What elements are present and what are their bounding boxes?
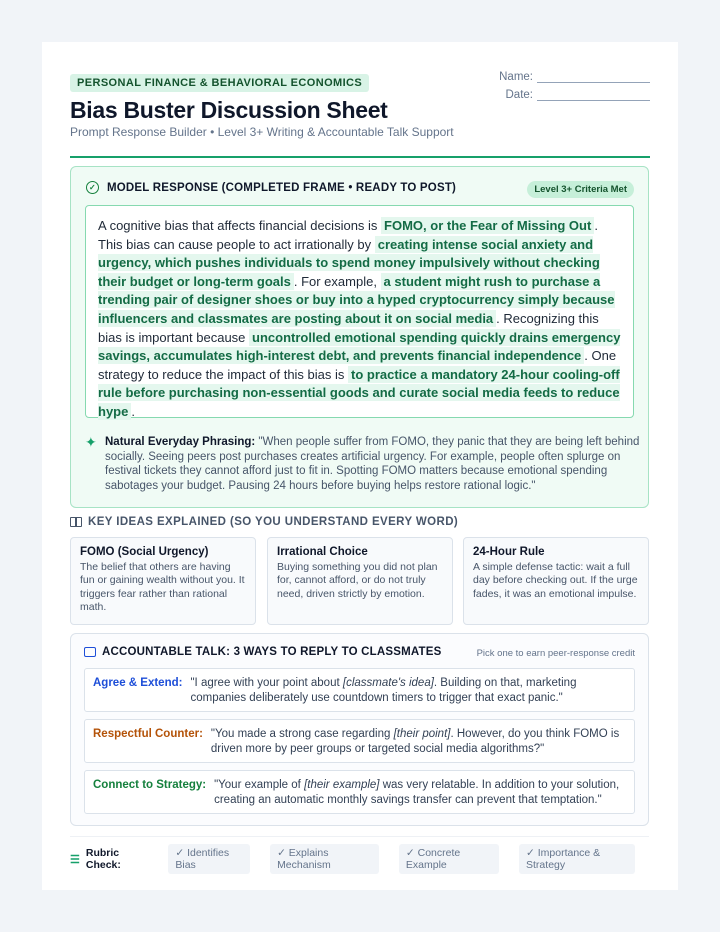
reply-label: Connect to Strategy: bbox=[93, 779, 207, 791]
accountable-talk-panel bbox=[70, 633, 649, 826]
check-circle-icon: ✓ bbox=[86, 181, 99, 194]
reply-text-end: . However, do you think FOMO is driven more by peer groups or targeted social media algorithms?" bbox=[210, 728, 620, 755]
rubric-chip: ✓ Explains Mechanism bbox=[270, 844, 379, 874]
frame-text: . For example, bbox=[293, 273, 381, 289]
reply-placeholder: [their example] bbox=[304, 779, 380, 791]
card-title: FOMO (Social Urgency) bbox=[80, 546, 209, 558]
model-response-text bbox=[85, 205, 634, 418]
subject-tag: PERSONAL FINANCE & BEHAVIORAL ECONOMICS bbox=[70, 74, 369, 92]
reply-text bbox=[211, 727, 626, 755]
rubric-chip: ✓ Identifies Bias bbox=[168, 844, 250, 874]
key-ideas-title: KEY IDEAS EXPLAINED (SO YOU UNDERSTAND EVERY WORD) bbox=[88, 516, 459, 528]
reply-text bbox=[190, 676, 626, 704]
natural-phrasing bbox=[85, 435, 640, 493]
frame-text: . This bias can cause people to act irrationally by bbox=[98, 218, 598, 252]
worksheet-page bbox=[42, 42, 678, 890]
frame-text: A cognitive bias that affects financial decisions is bbox=[98, 218, 382, 233]
chat-icon bbox=[84, 647, 96, 657]
reply-text-start: "You made a strong case regarding bbox=[210, 728, 394, 740]
model-response-panel bbox=[70, 166, 649, 508]
card-title: Irrational Choice bbox=[277, 546, 368, 558]
card-text: A simple defense tactic: wait a full day before checking out. If the urge fades, it was an emotional impulse. bbox=[473, 561, 638, 600]
card-text: The belief that others are having fun or gaining wealth without you. It triggers fear rather than rational math. bbox=[80, 561, 245, 614]
sparkle-icon: ✦ bbox=[85, 434, 97, 450]
highlighted-answer: to practice a mandatory 24-hour cooling-off rule before purchasing non-essential goods and curate social media feeds to reduce hype bbox=[98, 366, 620, 419]
highlighted-answer: uncontrolled emotional spending quickly drains emergency savings, accumulates high-interest debt, and prevents financial independence bbox=[98, 329, 621, 364]
reply-option-agree[interactable] bbox=[84, 668, 635, 712]
reply-label: Respectful Counter: bbox=[93, 728, 203, 740]
reply-label: Agree & Extend: bbox=[93, 677, 183, 689]
reply-text-start: "Your example of bbox=[214, 779, 305, 791]
date-label: Date: bbox=[505, 89, 533, 101]
highlighted-answer: a student might rush to purchase a trending pair of designer shoes or buy into a hyped cryptocurrency simply because influencers and classmates are posting about it on social media bbox=[98, 273, 615, 326]
frame-text: . Recognizing this bias is important because bbox=[98, 310, 599, 345]
date-field[interactable] bbox=[506, 89, 651, 101]
key-idea-card-24-hour bbox=[463, 537, 649, 625]
key-ideas-heading bbox=[70, 516, 458, 528]
card-title: 24-Hour Rule bbox=[473, 546, 545, 558]
date-line[interactable] bbox=[537, 91, 650, 101]
frame-text: . bbox=[131, 403, 135, 419]
name-label: Name: bbox=[499, 71, 533, 83]
reply-text bbox=[214, 778, 626, 806]
highlighted-answer: creating intense social anxiety and urgency, which pushes individuals to spend money impulsively without checking their budget or long-term goals bbox=[98, 236, 600, 289]
natural-phrasing-text: "When people suffer from FOMO, they panic that they are being left behind socially. Seeing peers post purchases creates artificial urgency. For example, people often splurge on festival tickets they cannot afford just to fit in. Spotting FOMO matters because emotional spending sabotages your budget. Pausing 24 hours before buying helps restore rational logic." bbox=[105, 436, 640, 492]
header-divider bbox=[70, 156, 650, 158]
card-text: Buying something you did not plan for, cannot afford, or do not truly need, driven strictly by emotion. bbox=[277, 561, 438, 600]
reply-option-connect[interactable] bbox=[84, 770, 635, 814]
accountable-talk-heading bbox=[84, 646, 442, 658]
name-field[interactable] bbox=[499, 71, 650, 83]
page-title: Bias Buster Discussion Sheet bbox=[70, 97, 388, 123]
rubric-chip: ✓ Importance & Strategy bbox=[519, 844, 635, 874]
rubric-check bbox=[70, 836, 649, 874]
reply-placeholder: [classmate's idea] bbox=[342, 677, 434, 689]
rubric-chip: ✓ Concrete Example bbox=[399, 844, 499, 874]
reply-placeholder: [their point] bbox=[393, 728, 451, 740]
name-line[interactable] bbox=[537, 73, 650, 83]
highlighted-answer: FOMO, or the Fear of Missing Out bbox=[381, 217, 594, 234]
checklist-icon: ☰ bbox=[70, 853, 80, 866]
model-response-heading bbox=[86, 181, 456, 194]
accountable-talk-title: ACCOUNTABLE TALK: 3 WAYS TO REPLY TO CLASSMATES bbox=[102, 646, 442, 658]
reply-text-start: "I agree with your point about bbox=[190, 677, 343, 689]
model-response-title: MODEL RESPONSE (COMPLETED FRAME • READY TO POST) bbox=[107, 181, 457, 194]
key-idea-card-fomo bbox=[70, 537, 256, 625]
natural-phrasing-body bbox=[105, 435, 640, 493]
reply-text-end: was very relatable. In addition to your solution, creating an automatic monthly savings transfer can prevent that temptation." bbox=[214, 779, 620, 806]
reply-text-end: . Building on that, marketing companies deliberately use countdown timers to trigger that exact panic." bbox=[190, 677, 577, 704]
frame-text: . One strategy to reduce the impact of this bias is bbox=[98, 348, 617, 382]
natural-phrasing-label: Natural Everyday Phrasing: bbox=[105, 436, 256, 448]
rubric-label: Rubric Check: bbox=[85, 847, 121, 871]
reply-option-counter[interactable] bbox=[84, 719, 635, 763]
accountable-talk-note: Pick one to earn peer-response credit bbox=[476, 648, 635, 659]
key-idea-card-irrational bbox=[267, 537, 453, 625]
criteria-badge: Level 3+ Criteria Met bbox=[527, 181, 634, 198]
page-subtitle: Prompt Response Builder • Level 3+ Writing & Accountable Talk Support bbox=[70, 125, 454, 139]
book-icon bbox=[70, 517, 82, 527]
